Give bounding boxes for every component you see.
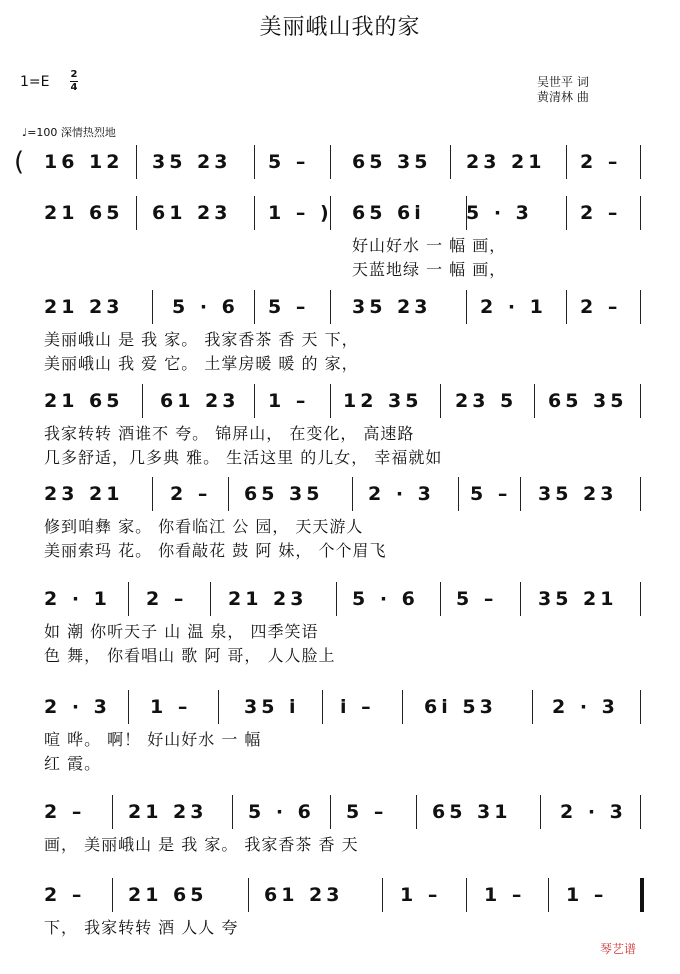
- lyric-line: [0, 835, 680, 855]
- song-title: 美丽峨山我的家: [259, 15, 421, 40]
- bar-line: [322, 690, 323, 724]
- note-group: 61 23: [160, 390, 240, 412]
- lyric-line: [0, 448, 680, 468]
- bar-line: [136, 196, 137, 230]
- note-group: 5 · 3: [466, 202, 533, 224]
- score-row: [0, 878, 680, 974]
- bar-line: [128, 582, 129, 616]
- bar-line: [520, 582, 521, 616]
- time-signature: [70, 70, 78, 93]
- credits: [537, 75, 589, 105]
- note-group: 2 –: [580, 151, 622, 173]
- bar-line: [466, 196, 467, 230]
- note-group: 1 –: [566, 884, 608, 906]
- note-group: 21 23: [228, 588, 308, 610]
- note-group: 5 · 6: [352, 588, 419, 610]
- note-group: 23 21: [44, 483, 124, 505]
- score-row: [0, 477, 680, 573]
- note-group: 35 23: [152, 151, 232, 173]
- note-group: 5 –: [346, 801, 388, 823]
- score-row: [0, 290, 680, 386]
- bar-line: [330, 145, 331, 179]
- lyric-line: [0, 646, 680, 666]
- note-group: 6i 53: [424, 696, 497, 718]
- bar-line: [112, 878, 113, 912]
- lyric-text: 红 霞。: [44, 754, 102, 773]
- note-group: 1 –: [400, 884, 442, 906]
- note-group: 2 –: [580, 296, 622, 318]
- note-group: 2 –: [170, 483, 212, 505]
- note-group: 21 65: [44, 202, 124, 224]
- bar-line: [330, 290, 331, 324]
- lyric-line: [0, 517, 680, 537]
- bar-line: [458, 477, 459, 511]
- notes-line: [0, 145, 680, 179]
- note-group: 5 · 6: [172, 296, 239, 318]
- bar-line: [520, 477, 521, 511]
- time-sig-bottom: 4: [70, 82, 78, 93]
- bar-line: [566, 145, 567, 179]
- lyric-line: [0, 236, 680, 256]
- lyric-text: 美丽索玛 花。 你看敲花 鼓 阿 妹， 个个眉飞: [44, 541, 387, 560]
- bar-line: [640, 384, 641, 418]
- bar-line: [640, 878, 644, 912]
- note-group: 2 · 3: [560, 801, 627, 823]
- note-group: 2 –: [44, 884, 86, 906]
- bar-line: [228, 477, 229, 511]
- bar-line: [440, 582, 441, 616]
- lyric-line: [0, 354, 680, 374]
- lyric-line: [0, 424, 680, 444]
- bar-line: [330, 196, 331, 230]
- lyric-line: [0, 260, 680, 280]
- lyric-text: 修到咱彝 家。 你看临江 公 园， 天天游人: [44, 517, 364, 536]
- note-group: i –: [340, 696, 375, 718]
- bar-line: [218, 690, 219, 724]
- lyric-text: 如 潮 你听天子 山 温 泉， 四季笑语: [44, 622, 319, 641]
- bar-line: [352, 477, 353, 511]
- composer-credit: 黄清林 曲: [537, 90, 589, 104]
- lyric-text: 色 舞， 你看唱山 歌 阿 哥， 人人脸上: [44, 646, 336, 665]
- note-group: 35 21: [538, 588, 618, 610]
- lyric-text: 喧 哗。 啊！ 好山好水 一 幅: [44, 730, 262, 749]
- tempo-marking: ♩=100 深情热烈地: [22, 126, 116, 139]
- bar-line: [640, 690, 641, 724]
- note-group: 21 23: [128, 801, 208, 823]
- bar-line: [640, 582, 641, 616]
- note-group: 2 –: [44, 801, 86, 823]
- lyricist-credit: 吴世平 词: [537, 75, 589, 89]
- note-group: 16 12: [44, 151, 124, 173]
- bar-line: [548, 878, 549, 912]
- note-group: 1 –: [484, 884, 526, 906]
- note-group: 2 –: [580, 202, 622, 224]
- bar-line: [534, 384, 535, 418]
- bar-line: [330, 795, 331, 829]
- lyric-line: [0, 330, 680, 350]
- notes-line: [0, 477, 680, 511]
- bar-line: [128, 690, 129, 724]
- lyric-text: 美丽峨山 是 我 家。 我家香茶 香 天 下，: [44, 330, 359, 349]
- bar-line: [152, 477, 153, 511]
- note-group: 2 –: [146, 588, 188, 610]
- note-group: 65 31: [432, 801, 512, 823]
- note-group: 5 –: [456, 588, 498, 610]
- bar-line: [640, 196, 641, 230]
- note-group: 2 · 3: [44, 696, 111, 718]
- bar-line: [466, 878, 467, 912]
- bar-line: [136, 145, 137, 179]
- bar-line: [254, 290, 255, 324]
- note-group: 61 23: [264, 884, 344, 906]
- note-group: 1 –: [150, 696, 192, 718]
- lyric-text: 好山好水 一 幅 画，: [352, 236, 507, 255]
- open-paren: (: [14, 147, 25, 177]
- note-group: 35 i: [244, 696, 300, 718]
- notes-line: [0, 795, 680, 829]
- note-group: 12 35: [343, 390, 423, 412]
- bar-line: [466, 290, 467, 324]
- bar-line: [254, 196, 255, 230]
- bar-line: [210, 582, 211, 616]
- notes-line: [0, 384, 680, 418]
- note-group: 65 35: [548, 390, 628, 412]
- lyric-line: [0, 918, 680, 938]
- bar-line: [112, 795, 113, 829]
- time-sig-top: 2: [70, 69, 78, 80]
- note-group: 2 · 3: [552, 696, 619, 718]
- lyric-text: 美丽峨山 我 爱 它。 土掌房暖 暖 的 家，: [44, 354, 359, 373]
- lyric-text: 天蓝地绿 一 幅 画，: [352, 260, 507, 279]
- note-group: 65 35: [244, 483, 324, 505]
- lyric-text: 画， 美丽峨山 是 我 家。 我家香茶 香 天: [44, 835, 359, 854]
- lyric-line: [0, 622, 680, 642]
- note-group: 5 –: [268, 151, 310, 173]
- score-row: [0, 795, 680, 891]
- bar-line: [640, 145, 641, 179]
- bar-line: [142, 384, 143, 418]
- notes-line: [0, 582, 680, 616]
- bar-line: [640, 477, 641, 511]
- note-group: 23 21: [466, 151, 546, 173]
- note-group: 21 65: [44, 390, 124, 412]
- note-group: 5 –: [268, 296, 310, 318]
- bar-line: [566, 196, 567, 230]
- score-row: [0, 384, 680, 480]
- note-group: 65 35: [352, 151, 432, 173]
- score-row: [0, 690, 680, 786]
- note-group: 61 23: [152, 202, 232, 224]
- score-row: [0, 582, 680, 678]
- note-group: 1 –: [268, 390, 310, 412]
- bar-line: [450, 145, 451, 179]
- bar-line: [254, 145, 255, 179]
- notes-line: [0, 196, 680, 230]
- bar-line: [382, 878, 383, 912]
- bar-line: [254, 384, 255, 418]
- notes-line: [0, 878, 680, 912]
- bar-line: [248, 878, 249, 912]
- lyric-line: [0, 754, 680, 774]
- note-group: 21 65: [128, 884, 208, 906]
- notes-line: [0, 290, 680, 324]
- bar-line: [152, 290, 153, 324]
- bar-line: [330, 384, 331, 418]
- note-group: 21 23: [44, 296, 124, 318]
- note-group: 23 5: [455, 390, 518, 412]
- note-group: 65 6i: [352, 202, 425, 224]
- watermark-logo: 琴艺谱: [600, 942, 637, 956]
- bar-line: [440, 384, 441, 418]
- note-group: 2 · 1: [480, 296, 547, 318]
- note-group: 2 · 3: [368, 483, 435, 505]
- note-group: 5 –: [470, 483, 512, 505]
- note-group: 35 23: [352, 296, 432, 318]
- bar-line: [336, 582, 337, 616]
- lyric-line: [0, 730, 680, 750]
- lyric-text: 我家转转 酒谁不 夸。 锦屏山， 在变化， 高速路: [44, 424, 415, 443]
- key-signature: 1=E: [20, 74, 50, 90]
- note-group: 35 23: [538, 483, 618, 505]
- bar-line: [232, 795, 233, 829]
- note-group: 5 · 6: [248, 801, 315, 823]
- lyric-text: 几多舒适，几多典 雅。 生活这里 的儿女， 幸福就如: [44, 448, 443, 467]
- notes-line: [0, 690, 680, 724]
- lyric-text: 下， 我家转转 酒 人人 夸: [44, 918, 239, 937]
- bar-line: [566, 290, 567, 324]
- bar-line: [540, 795, 541, 829]
- lyric-line: [0, 541, 680, 561]
- bar-line: [640, 795, 641, 829]
- bar-line: [416, 795, 417, 829]
- bar-line: [532, 690, 533, 724]
- bar-line: [402, 690, 403, 724]
- score-row: [0, 196, 680, 292]
- note-group: 1 – ): [268, 202, 333, 224]
- bar-line: [640, 290, 641, 324]
- note-group: 2 · 1: [44, 588, 111, 610]
